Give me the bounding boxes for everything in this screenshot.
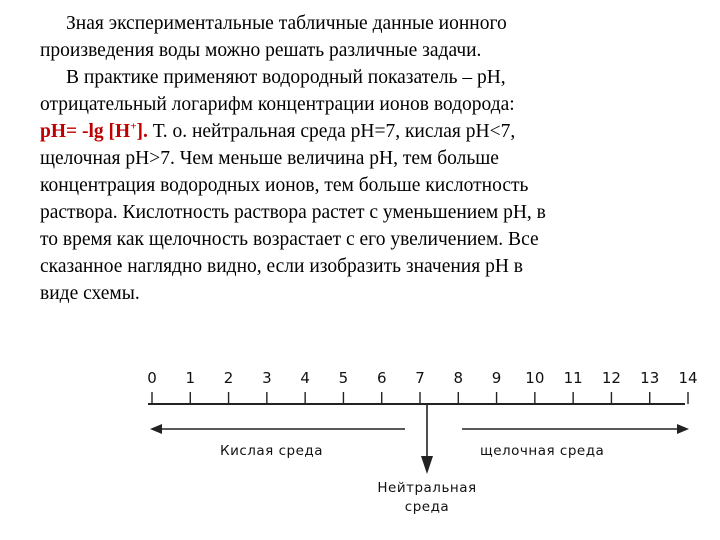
paragraph-1: [40, 10, 690, 64]
tick-label-12: 12: [601, 369, 621, 387]
line: сказанное наглядно видно, если изобразить значения pH в: [40, 256, 523, 277]
tick-label-3: 3: [262, 369, 272, 387]
tick-label-2: 2: [223, 369, 234, 387]
ph-scale-svg: [140, 362, 700, 532]
alkaline-arrow-head: [677, 424, 689, 434]
ph-formula: [40, 121, 148, 142]
tick-label-5: 5: [338, 369, 349, 387]
tick-label-4: 4: [300, 369, 310, 387]
formula-part: pH= -lg [H: [40, 121, 131, 142]
acid-label: Кислая среда: [220, 443, 323, 459]
neutral-arrow-head: [421, 456, 433, 474]
formula-superscript: +: [130, 120, 137, 133]
body-text: [40, 10, 690, 307]
tick-label-14: 14: [678, 369, 698, 387]
tick-label-7: 7: [415, 369, 425, 387]
alkaline-label: щелочная среда: [480, 443, 605, 459]
tick-label-11: 11: [563, 369, 583, 387]
tick-label-10: 10: [525, 369, 545, 387]
tick-label-9: 9: [491, 369, 502, 387]
line: щелочная pH>7. Чем меньше величина pH, тем больше: [40, 148, 499, 169]
line: отрицательный логарифм концентрации ионов водорода:: [40, 94, 515, 115]
line: раствора. Кислотность раствора растет с уменьшением pH, в: [40, 202, 546, 223]
tick-label-0: 0: [147, 369, 157, 387]
line: Т. о. нейтральная среда pH=7, кислая pH<7,: [147, 121, 516, 142]
tick-labels: [147, 369, 697, 387]
tick-label-1: 1: [185, 369, 196, 387]
paragraph-2: [40, 64, 690, 307]
line: то время как щелочность возрастает с его увеличением. Все: [40, 229, 539, 250]
tick-label-6: 6: [376, 369, 387, 387]
acid-arrow-head: [150, 424, 162, 434]
neutral-label-line2: среда: [404, 499, 450, 515]
line: В практике применяют водородный показатель – pH,: [66, 67, 506, 88]
formula-part: ].: [136, 121, 148, 142]
tick-marks: [152, 392, 688, 404]
ph-scale-diagram: [140, 362, 700, 532]
line: виде схемы.: [40, 283, 140, 304]
tick-label-8: 8: [453, 369, 464, 387]
line: произведения воды можно решать различные задачи.: [40, 40, 482, 61]
neutral-label-line1: Нейтральная: [377, 480, 477, 496]
line: концентрация водородных ионов, тем больше кислотность: [40, 175, 529, 196]
tick-label-13: 13: [640, 369, 660, 387]
line: Зная экспериментальные табличные данные ионного: [66, 13, 507, 34]
